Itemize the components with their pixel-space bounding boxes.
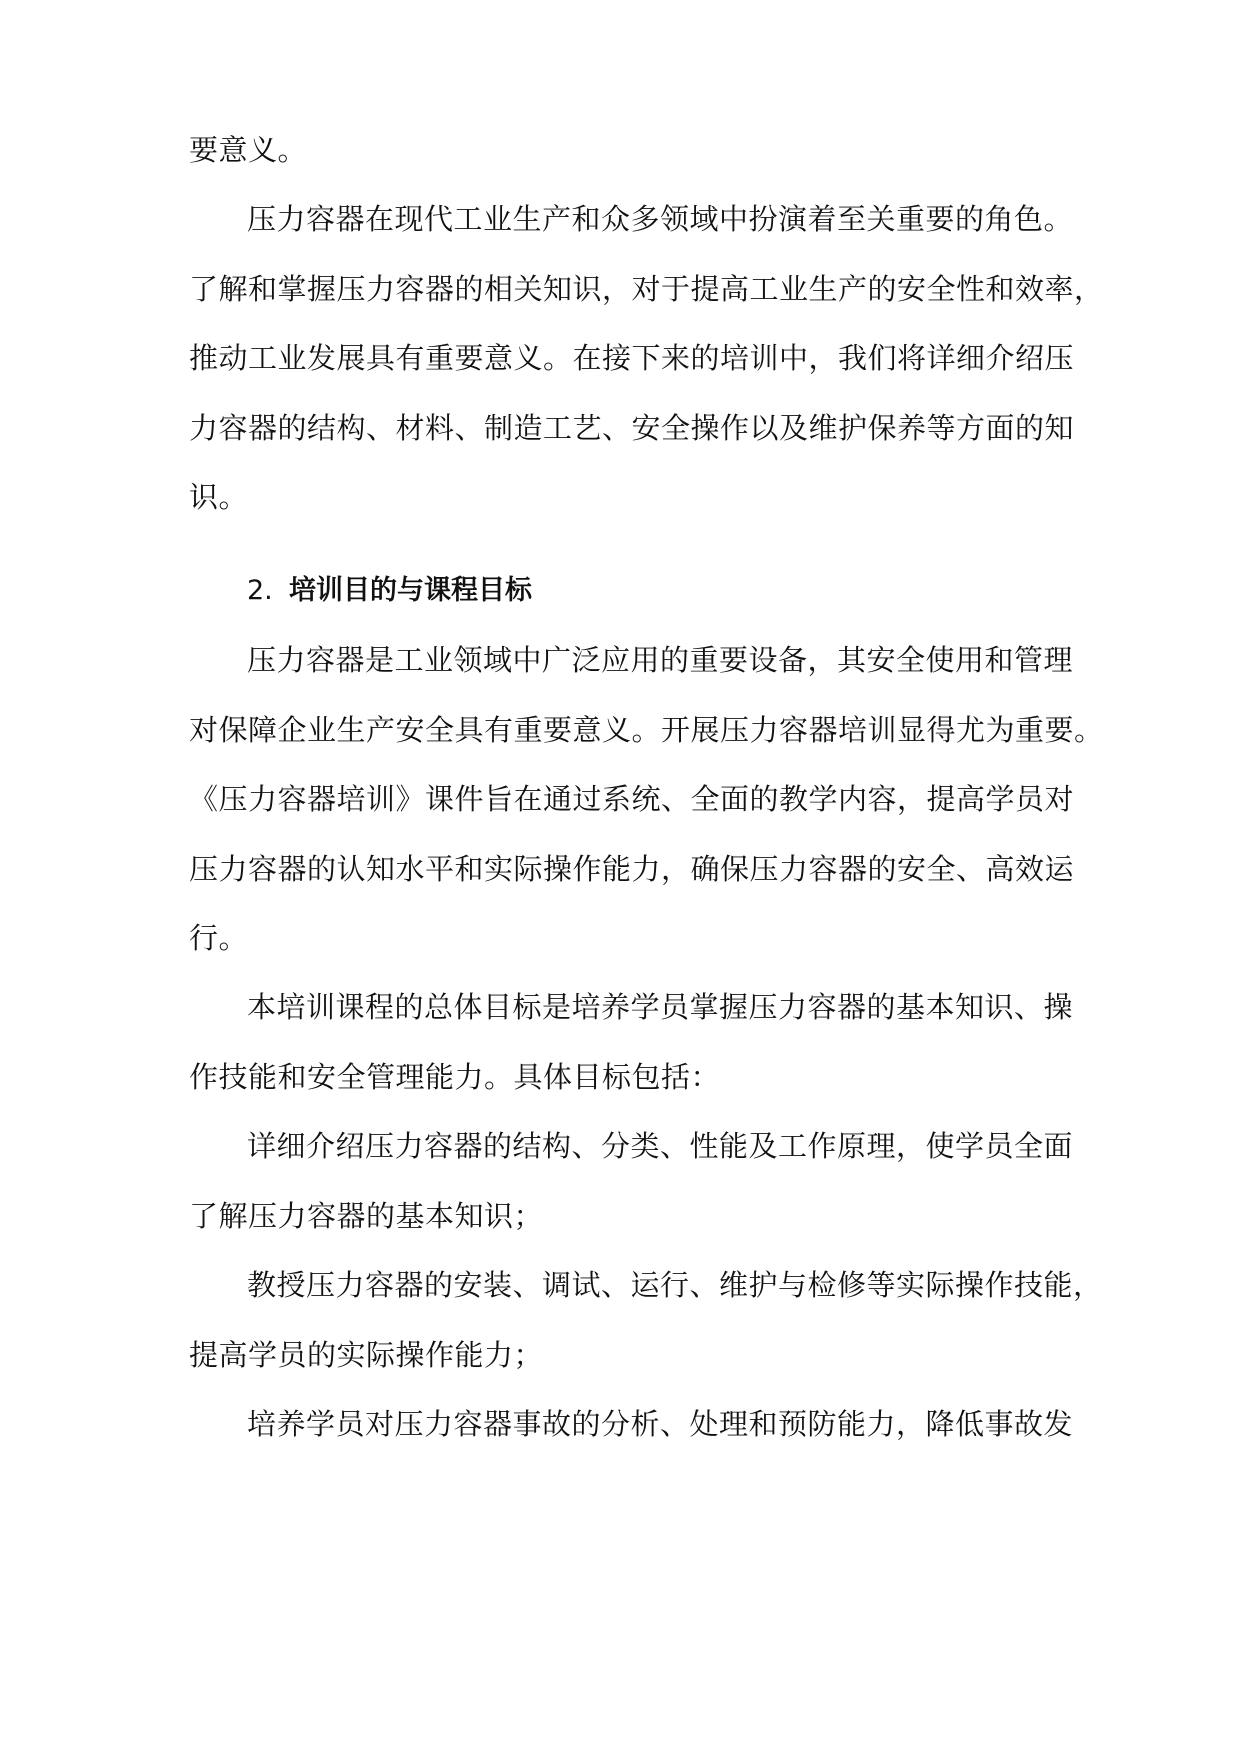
paragraph-line: 对保障企业生产安全具有重要意义。开展压力容器培训显得尤为重要。 <box>189 713 1104 747</box>
section-number: 2. <box>247 575 273 606</box>
paragraph-line: 教授压力容器的安装、调试、运行、维护与检修等实际操作技能， <box>247 1268 1103 1302</box>
section-heading <box>247 571 532 611</box>
paragraph-line: 了解和掌握压力容器的相关知识，对于提高工业生产的安全性和效率， <box>189 272 1104 306</box>
paragraph-line: 本培训课程的总体目标是培养学员掌握压力容器的基本知识、操 <box>247 990 1074 1024</box>
paragraph-line: 推动工业发展具有重要意义。在接下来的培训中，我们将详细介绍压 <box>189 341 1075 375</box>
paragraph-line: 作技能和安全管理能力。具体目标包括： <box>189 1060 721 1094</box>
paragraph-line: 行。 <box>189 921 249 955</box>
paragraph-line: 《压力容器培训》课件旨在通过系统、全面的教学内容，提高学员对 <box>189 782 1075 816</box>
paragraph-line: 详细介绍压力容器的结构、分类、性能及工作原理，使学员全面 <box>247 1129 1074 1163</box>
paragraph-line: 识。 <box>189 480 249 514</box>
paragraph-line: 力容器的结构、材料、制造工艺、安全操作以及维护保养等方面的知 <box>189 411 1075 445</box>
section-title: 培训目的与课程目标 <box>289 575 532 606</box>
paragraph-line: 要意义。 <box>189 133 308 167</box>
paragraph-line: 提高学员的实际操作能力； <box>189 1338 544 1372</box>
paragraph-line: 了解压力容器的基本知识； <box>189 1199 544 1233</box>
paragraph-line: 压力容器的认知水平和实际操作能力，确保压力容器的安全、高效运 <box>189 852 1075 886</box>
paragraph-line: 培养学员对压力容器事故的分析、处理和预防能力，降低事故发 <box>247 1407 1074 1441</box>
paragraph-line: 压力容器是工业领域中广泛应用的重要设备，其安全使用和管理 <box>247 643 1074 677</box>
paragraph-line: 压力容器在现代工业生产和众多领域中扮演着至关重要的角色。 <box>247 202 1074 236</box>
